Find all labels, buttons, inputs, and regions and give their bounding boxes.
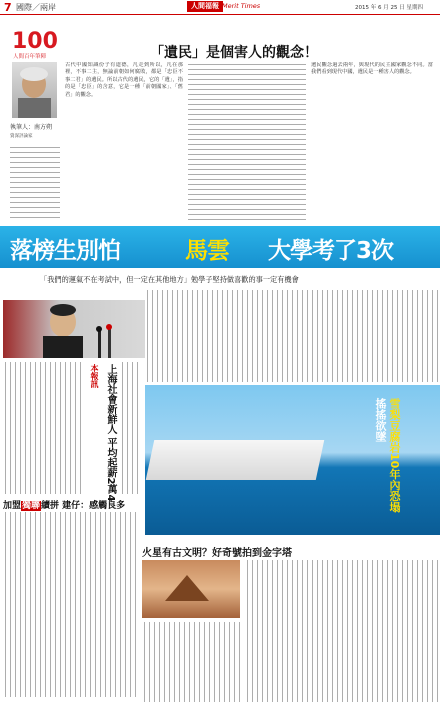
ma-article-text	[3, 362, 85, 494]
franchise-text	[3, 512, 139, 697]
banner-text-2: 大學考了3次	[268, 238, 394, 264]
column-text-3: 遺民觀念過去兩年，與現代的民主國家觀念不同。當我們看到現代中國，遺民是一種害人的觀念。	[311, 62, 433, 76]
author-byline: 執筆人：南方朔	[10, 124, 53, 131]
banner-text-highlight: 馬雲	[185, 238, 229, 264]
side-story-badge: 本報訊	[90, 364, 99, 388]
subheadline-quote: 「我們的運氣不在考試中，但一定在其他地方」勉學子堅持做喜歡的事一定有機會	[40, 275, 299, 284]
mars-text-a	[142, 622, 240, 702]
franchise-prefix: 加盟	[3, 501, 22, 511]
newspaper-logo-en: Merit Times	[222, 2, 261, 10]
tofu-title-white: 搖搖欲墜	[374, 398, 387, 442]
side-story-title: 上海社會新鮮人 平均起薪2萬4	[105, 364, 116, 502]
column-text-1: 古代中國知識份子有道德，凡走到所以，凡在那裡，不事二主，無論前朝如何腐敗，都是「忠臣不事二君」的遺民。所以古代的遺民，它的「遺」，指的是「忠臣」的含意，它是一種「前朝國家」、「舊君」的觀念。	[65, 62, 183, 98]
issue-date: 2015 年 6 月 25 日 星期四	[355, 5, 423, 11]
franchise-headline	[3, 498, 125, 511]
tofu-title-yellow: 雪梨豆腐岩10年內恐塌	[388, 398, 401, 513]
ma-main-text	[145, 290, 440, 382]
column-text-block-2	[188, 62, 306, 222]
author-title: 資深評論家	[10, 134, 33, 139]
banner-text-1: 落榜生別怕	[10, 238, 120, 264]
newspaper-logo: 人間福報	[187, 1, 223, 12]
column-logo-caption: 人間百年筆陣	[13, 54, 47, 60]
jack-ma-photo	[3, 300, 145, 358]
column-headline: 「遺民」是個害人的觀念！	[150, 45, 318, 61]
column-text-block-lead	[10, 145, 60, 222]
mars-text-b	[245, 560, 440, 702]
pyramid-shape	[165, 575, 209, 601]
author-photo	[12, 62, 57, 118]
side-story-text	[120, 362, 142, 494]
column-logo	[10, 22, 60, 60]
page-number: 7	[4, 1, 12, 14]
franchise-suffix: 續拼 建仔：感觸良多	[41, 501, 126, 511]
tofu-rock-shape	[146, 440, 325, 480]
franchise-highlight: 獨聯	[22, 501, 41, 511]
mars-headline: 火星有古文明？好奇號拍到金字塔	[142, 548, 292, 559]
column-logo-number: 100	[12, 29, 58, 54]
section-label: 國際／兩岸	[16, 3, 56, 12]
